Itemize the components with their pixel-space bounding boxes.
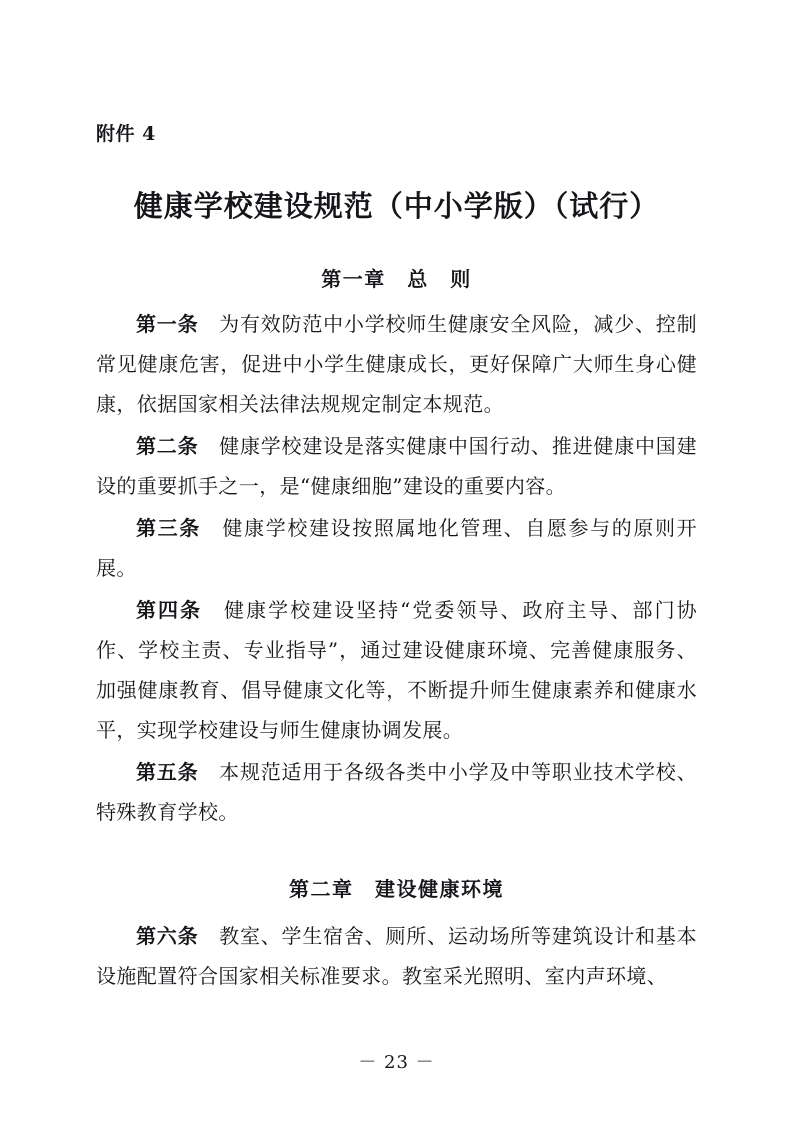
page-title: 健康学校建设规范（中小学版）（试行） bbox=[133, 189, 660, 223]
page-number: － 23 － bbox=[358, 1052, 435, 1073]
article-text: 为有效防范中小学校师生健康安全风险，减少、控制常见健康危害，促进中小学生健康成长，更好保障广大师生身心健康，依据国家相关法律法规规定制定本规范。 bbox=[96, 312, 698, 416]
article-number: 第五条 bbox=[136, 760, 199, 784]
article-paragraph bbox=[96, 304, 697, 424]
article-text: 健康学校建设按照属地化管理、自愿参与的原则开展。 bbox=[96, 516, 697, 580]
article-number: 第六条 bbox=[136, 924, 199, 948]
chapter-two-heading: 第二章 建设健康环境 bbox=[289, 877, 504, 901]
article-text: 教室、学生宿舍、厕所、运动场所等建筑设计和基本设施配置符合国家相关标准要求。教室采光照明、室内声环境、 bbox=[96, 924, 698, 988]
article-text: 健康学校建设是落实健康中国行动、推进健康中国建设的重要抓手之一，是“健康细胞”建设的重要内容。 bbox=[96, 434, 698, 498]
article-paragraph bbox=[96, 752, 697, 832]
article-paragraph bbox=[96, 590, 697, 750]
chapter-one-heading: 第一章 总 则 bbox=[321, 267, 472, 291]
article-text: 本规范适用于各级各类中小学及中等职业技术学校、特殊教育学校。 bbox=[96, 760, 698, 824]
article-number: 第四条 bbox=[136, 598, 203, 622]
article-number: 第二条 bbox=[136, 434, 199, 458]
article-number: 第一条 bbox=[136, 312, 199, 336]
article-paragraph bbox=[96, 916, 697, 996]
attachment-label: 附件 4 bbox=[96, 123, 156, 145]
article-paragraph bbox=[96, 508, 697, 588]
article-text: 健康学校建设坚持“党委领导、政府主导、部门协作、学校主责、专业指导”，通过建设健康环境、完善健康服务、加强健康教育、倡导健康文化等，不断提升师生健康素养和健康水平，实现学校建设与师生健康协调发展。 bbox=[96, 598, 697, 742]
article-paragraph bbox=[96, 426, 697, 506]
article-number: 第三条 bbox=[136, 516, 201, 540]
